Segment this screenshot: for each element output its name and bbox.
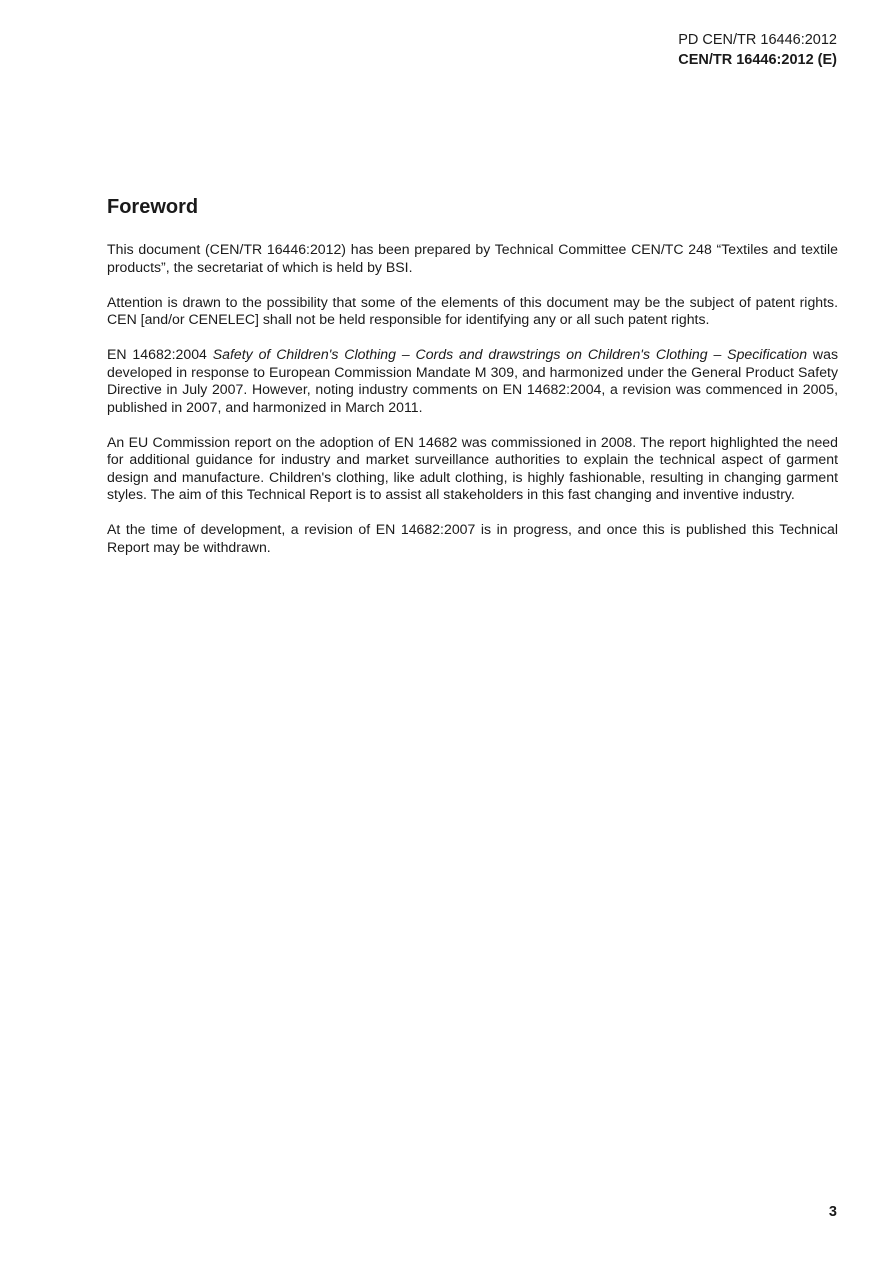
paragraph-3 xyxy=(107,346,838,416)
paragraph-3-standard-title: Safety of Children's Clothing – Cords and drawstrings on Children's Clothing – Specification xyxy=(212,346,808,362)
page-number: 3 xyxy=(828,1204,837,1220)
paragraph-3-rest: was developed in response to European Commission Mandate M 309, and harmonized under the General Product Safety Directive in July 2007. However, noting industry comments on EN 14682:2004, a revision was commenced in 2005, published in 2007, and harmonized in March 2011. xyxy=(107,346,838,415)
header-reference: PD CEN/TR 16446:2012 xyxy=(678,32,837,48)
section-title: Foreword xyxy=(107,196,199,218)
paragraph-2: Attention is drawn to the possibility that some of the elements of this document may be the subject of patent rights. CEN [and/or CENELEC] shall not be held responsible for identifying any or all such patent rights. xyxy=(107,293,838,327)
paragraph-3-lead: EN 14682:2004 xyxy=(107,346,213,362)
paragraph-5: At the time of development, a revision of EN 14682:2007 is in progress, and once this is published this Technical Report may be withdrawn. xyxy=(107,521,838,555)
document-header xyxy=(678,30,837,70)
paragraph-4: An EU Commission report on the adoption of EN 14682 was commissioned in 2008. The report highlighted the need for additional guidance for industry and market surveillance authorities to explain the technical aspect of garment design and manufacture. Children's clothing, like adult clothing, is highly fashionable, resulting in changing garment styles. The aim of this Technical Report is to assist all stakeholders in this fast changing and inventive industry. xyxy=(107,433,838,502)
paragraph-1: This document (CEN/TR 16446:2012) has been prepared by Technical Committee CEN/TC 248 “Textiles and textile products”, the secretariat of which is held by BSI. xyxy=(107,241,838,275)
header-standard-id: CEN/TR 16446:2012 (E) xyxy=(678,52,837,68)
foreword-body xyxy=(107,241,838,574)
